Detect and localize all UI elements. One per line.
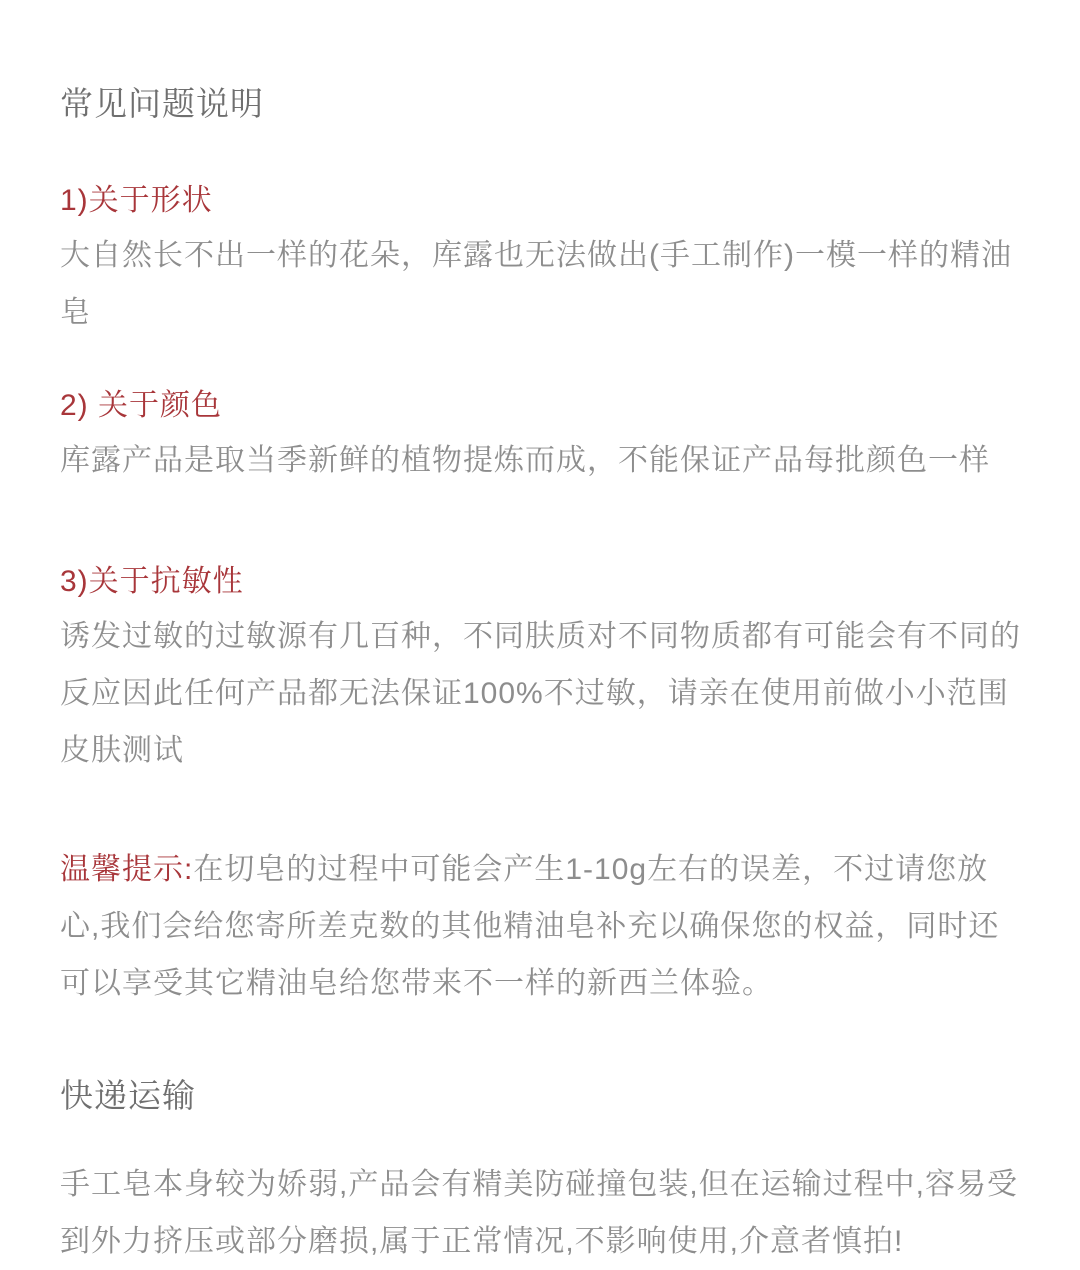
tip-label: 温馨提示:: [60, 853, 194, 886]
faq-heading-sensitivity: 3)关于抗敏性: [60, 565, 244, 598]
faq-section-color: [60, 385, 1022, 489]
faq-heading-color: 2) 关于颜色: [60, 389, 223, 422]
shipping-body: 手工皂本身较为娇弱,产品会有精美防碰撞包装,但在运输过程中,容易受到外力挤压或部分磨损,属于正常情况,不影响使用,介意者慎拍!: [60, 1168, 1019, 1258]
page-title: 常见问题说明: [60, 85, 264, 122]
faq-body-color: 库露产品是取当季新鲜的植物提炼而成，不能保证产品每批颜色一样: [60, 444, 990, 477]
faq-body-sensitivity: 诱发过敏的过敏源有几百种，不同肤质对不同物质都有可能会有不同的反应因此任何产品都无法保证100%不过敏，请亲在使用前做小小范围皮肤测试: [60, 620, 1021, 767]
tip-paragraph: [60, 841, 1022, 1012]
faq-section-shape: [60, 180, 1022, 341]
faq-section-sensitivity: [60, 561, 1022, 779]
shipping-title: 快递运输: [60, 1077, 196, 1114]
tip-text: 在切皂的过程中可能会产生1-10g左右的误差，不过请您放心,我们会给您寄所差克数的其他精油皂补充以确保您的权益，同时还可以享受其它精油皂给您带来不一样的新西兰体验。: [60, 853, 1000, 1000]
faq-body-shape: 大自然长不出一样的花朵，库露也无法做出(手工制作)一模一样的精油皂: [60, 239, 1012, 329]
faq-heading-shape: 1)关于形状: [60, 184, 213, 217]
